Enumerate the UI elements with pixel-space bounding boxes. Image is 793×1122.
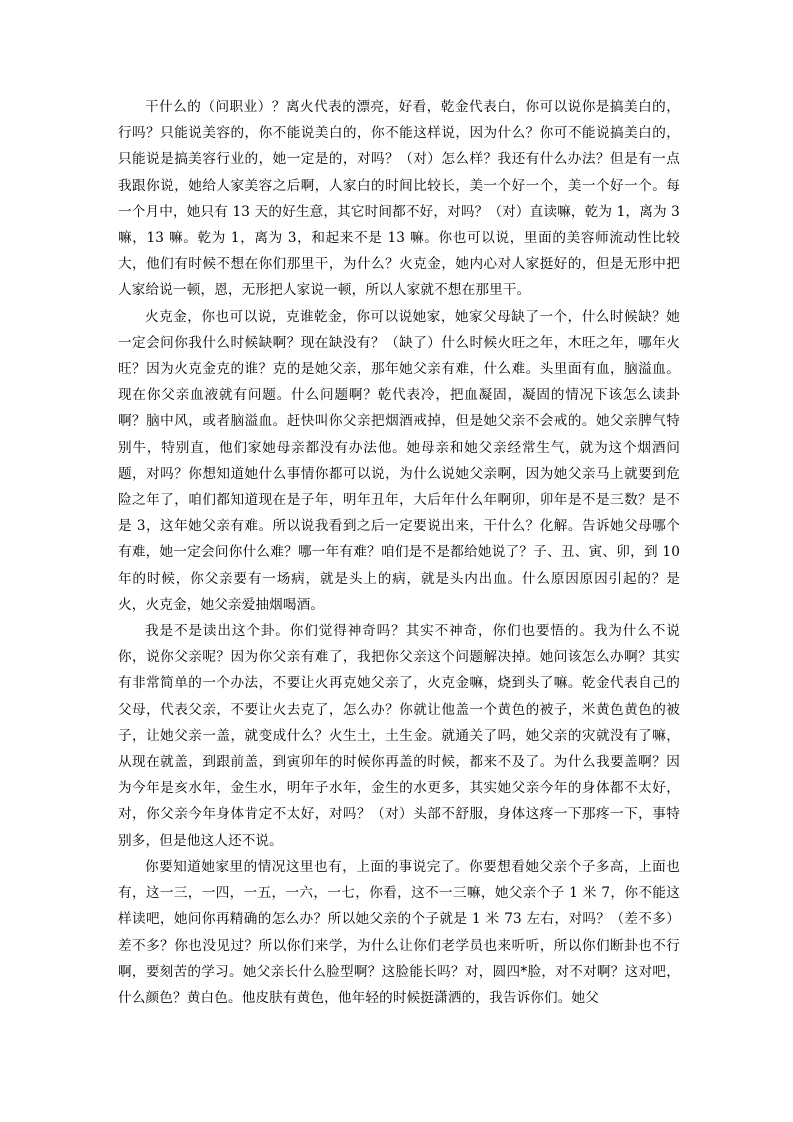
paragraph-4: 你要知道她家里的情况这里也有，上面的事说完了。你要想看她父亲个子多高，上面也有，这一三，一四，一五，一六，一七，你看，这不一三嘛，她父亲个子 1 米 7，你不能这样读吧，她问你再精确的怎么办？所以她父亲的个子就是 1 米 73 左右，对吗？（差不多）差不多？你也没见过？所以你们来学，为什么让你们老学员也来听听，所以你们断卦也不行啊，要刻苦的学习。她父亲长什么脸型啊？这脸能长吗？对，圆四*脸，对不对啊？这对吧，什么颜色？黄白色。他皮肤有黄色，他年轻的时候挺潇洒的，我告诉你们。她父 [118,858,680,1006]
paragraph-1: 干什么的（问职业）？离火代表的漂亮，好看，乾金代表白，你可以说你是搞美白的，行吗？只能说美容的，你不能说美白的，你不能这样说，因为什么？你可不能说搞美白的，只能说是搞美容行业的，她一定是的，对吗？（对）怎么样？我还有什么办法？但是有一点我跟你说，她给人家美容之后啊，人家白的时间比较长，美一个好一个，美一个好一个。每一个月中，她只有 13 天的好生意，其它时间都不好，对吗？（对）直读嘛，乾为 1，离为 3 嘛，13 嘛。乾为 1，离为 3，和起来不是 13 嘛。你也可以说，里面的美容师流动性比较大，他们有时候不想在你们那里干，为什么？火克金，她内心对人家挺好的，但是无形中把人家给说一顿，恩，无形把人家说一顿，所以人家就不想在那里干。 [118,99,680,299]
paragraph-2: 火克金，你也可以说，克谁乾金，你可以说她家，她家父母缺了一个，什么时候缺？她一定会问你我什么时候缺啊？现在缺没有？（缺了）什么时候火旺之年，木旺之年，哪年火旺？因为火克金克的谁？克的是她父亲，那年她父亲有难，什么难。头里面有血，脑溢血。现在你父亲血液就有问题。什么问题啊？乾代表冷，把血凝固，凝固的情况下该怎么读卦啊？脑中风，或者脑溢血。赶快叫你父亲把烟酒戒掉，但是她父亲不会戒的。她父亲脾气特别牛，特别直，他们家她母亲都没有办法他。她母亲和她父亲经常生气，就为这个烟酒问题，对吗？你想知道她什么事情你都可以说，为什么说她父亲啊，因为她父亲马上就要到危险之年了，咱们都知道现在是子年，明年丑年，大后年什么年啊卯，卯年是不是三数？是不是 3，这年她父亲有难。所以说我看到之后一定要说出来，干什么？化解。告诉她父母哪个有难，她一定会问你什么难？哪一年有难？咱们是不是都给她说了？子、丑、寅、卯，到 10 年的时候，你父亲要有一场病，就是头上的病，就是头内出血。什么原因原因引起的？是火，火克金，她父亲爱抽烟喝酒。 [118,308,680,613]
paragraph-3: 我是不是读出这个卦。你们觉得神奇吗？其实不神奇，你们也要悟的。我为什么不说你，说你父亲呢？因为你父亲有难了，我把你父亲这个问题解决掉。她问该怎么办啊？其实有非常简单的一个办法，不要让火再克她父亲了，火克金嘛，烧到头了嘛。乾金代表自己的父母，代表父亲，不要让火去克了，怎么办？你就让他盖一个黄色的被子，米黄色黄色的被子，让她父亲一盖，就变成什么？火生土，土生金。就通关了吗，她父亲的灾就没有了嘛，从现在就盖，到跟前盖，到寅卯年的时候你再盖的时候，都来不及了。为什么我要盖啊？因为今年是亥水年，金生水，明年子水年，金生的水更多，其实她父亲今年的身体都不太好，对，你父亲今年身体肯定不太好，对吗？（对）头部不舒服，身体这疼一下那疼一下，事特别多，但是他这人还不说。 [118,623,680,849]
document-body [118,94,680,1011]
